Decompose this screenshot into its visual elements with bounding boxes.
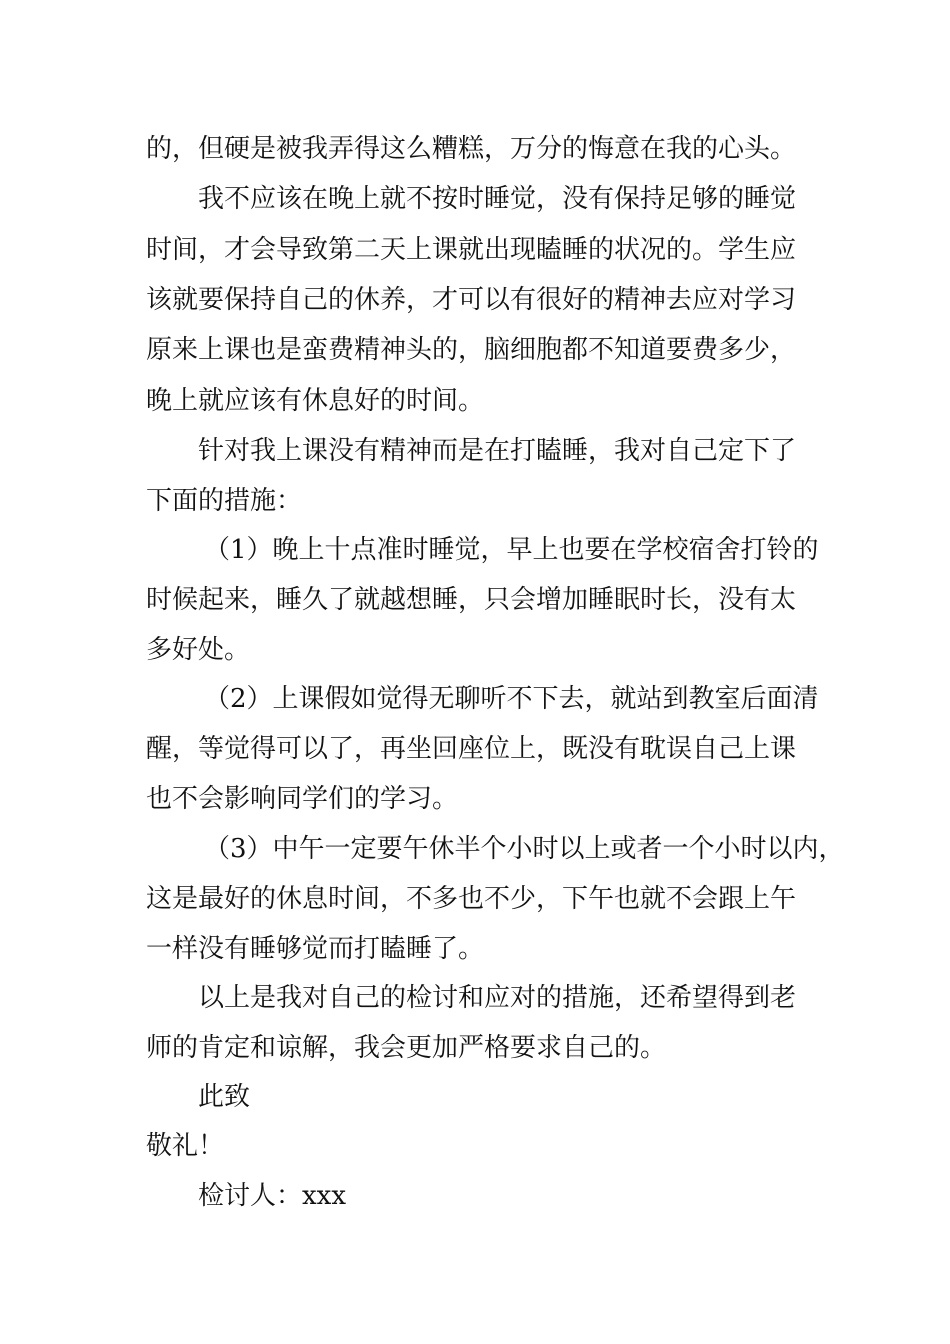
text-line: 一样没有睡够觉而打瞌睡了。 <box>146 934 485 964</box>
text-line: 醒，等觉得可以了，再坐回座位上，既没有耽误自己上课 <box>146 734 797 764</box>
closing-respect: 敬礼！ <box>146 1131 225 1161</box>
text-line: 多好处。 <box>146 635 251 665</box>
text-line: 的，但硬是被我弄得这么糟糕，万分的悔意在我的心头。 <box>146 134 797 164</box>
text-line: （2）上课假如觉得无聊听不下去，就站到教室后面清 <box>204 684 819 714</box>
text-line: 该就要保持自己的休养，才可以有很好的精神去应对学习 <box>146 285 797 315</box>
text-line: 下面的措施： <box>146 486 303 516</box>
text-line: 师的肯定和谅解，我会更加严格要求自己的。 <box>146 1033 667 1063</box>
text-line: （3）中午一定要午休半个小时以上或者一个小时以内， <box>204 834 845 864</box>
text-line: 我不应该在晚上就不按时睡觉，没有保持足够的睡觉 <box>198 184 797 214</box>
signature-line: 检讨人：xxx <box>198 1181 346 1211</box>
text-line: 也不会影响同学们的学习。 <box>146 784 459 814</box>
closing-salutation: 此致 <box>198 1082 251 1112</box>
text-line: 时间，才会导致第二天上课就出现瞌睡的状况的。学生应 <box>146 235 797 265</box>
text-line: （1）晚上十点准时睡觉，早上也要在学校宿舍打铃的 <box>204 535 819 565</box>
text-line: 时候起来，睡久了就越想睡，只会增加睡眠时长，没有太 <box>146 585 797 615</box>
text-line: 这是最好的休息时间，不多也不少，下午也就不会跟上午 <box>146 884 797 914</box>
text-line: 针对我上课没有精神而是在打瞌睡，我对自己定下了 <box>198 436 797 466</box>
text-line: 以上是我对自己的检讨和应对的措施，还希望得到老 <box>198 983 797 1013</box>
text-line: 原来上课也是蛮费精神头的，脑细胞都不知道要费多少， <box>146 335 797 365</box>
text-line: 晚上就应该有休息好的时间。 <box>146 386 485 416</box>
